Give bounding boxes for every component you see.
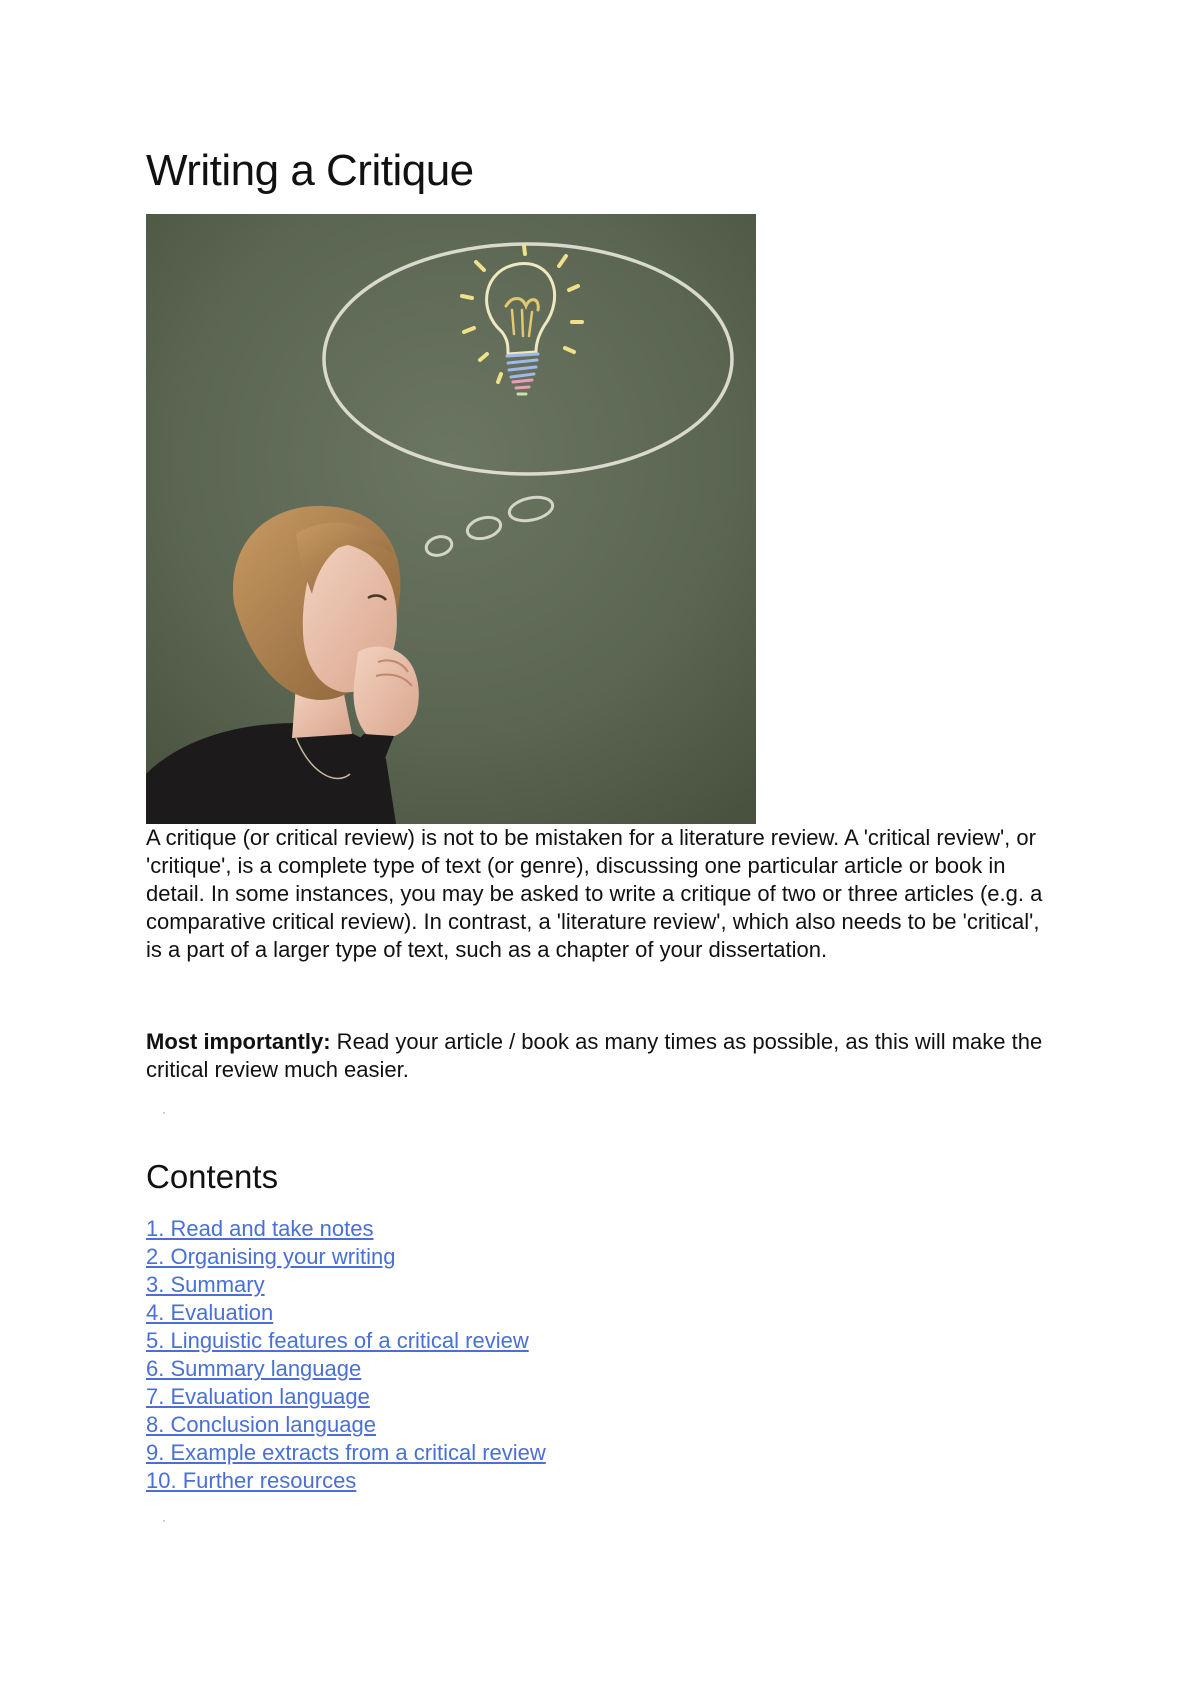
list-item (146, 1467, 546, 1495)
hero-image (146, 214, 756, 824)
list-item (146, 1383, 546, 1411)
list-item (146, 1439, 546, 1467)
list-item (146, 1243, 546, 1271)
important-text: Read your article / book as many times as possible, as this will make the critical review much easier. (146, 1029, 1043, 1082)
list-item (146, 1355, 546, 1383)
separator-mark: · (162, 1513, 166, 1527)
toc-link-summary[interactable]: 3. Summary (146, 1272, 265, 1297)
separator-mark: · (162, 1105, 166, 1119)
toc-link-further-resources[interactable]: 10. Further resources (146, 1468, 357, 1493)
contents-heading: Contents (146, 1158, 279, 1195)
table-of-contents (146, 1215, 546, 1495)
toc-link-summary-language[interactable]: 6. Summary language (146, 1356, 362, 1381)
toc-link-example-extracts[interactable]: 9. Example extracts from a critical review (146, 1440, 546, 1465)
list-item (146, 1215, 546, 1243)
important-note (146, 1028, 1056, 1084)
list-item (146, 1327, 546, 1355)
intro-paragraph: A critique (or critical review) is not to be mistaken for a literature review. A 'critical review', or 'critique', is a complete type of text (or genre), discussing one particular article or book in detail. In some instances, you may be asked to write a critique of two or three articles (e.g. a comparative critical review). In contrast, a 'literature review', which also needs to be 'critical', is a part of a larger type of text, such as a chapter of your dissertation. (146, 825, 1043, 962)
important-label: Most importantly: (146, 1029, 331, 1054)
list-item (146, 1299, 546, 1327)
toc-link-evaluation[interactable]: 4. Evaluation (146, 1300, 274, 1325)
toc-link-linguistic-features[interactable]: 5. Linguistic features of a critical review (146, 1328, 529, 1353)
toc-link-conclusion-language[interactable]: 8. Conclusion language (146, 1412, 376, 1437)
toc-link-organising-your-writing[interactable]: 2. Organising your writing (146, 1244, 396, 1269)
list-item (146, 1411, 546, 1439)
page-title: Writing a Critique (146, 146, 474, 195)
toc-link-read-and-take-notes[interactable]: 1. Read and take notes (146, 1216, 374, 1241)
toc-link-evaluation-language[interactable]: 7. Evaluation language (146, 1384, 370, 1409)
list-item (146, 1271, 546, 1299)
